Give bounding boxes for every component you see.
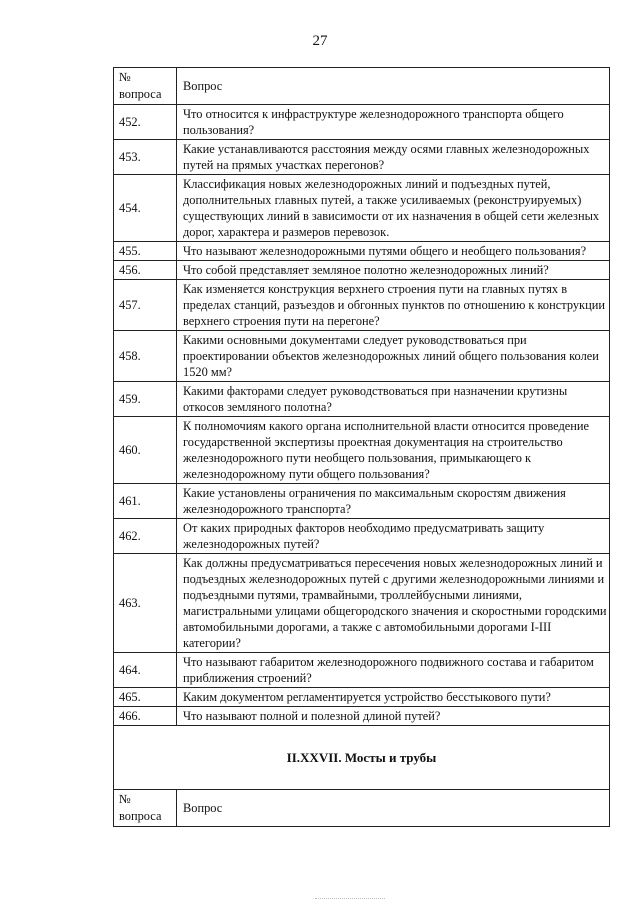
question-text: Что называют полной и полезной длиной путей?: [177, 707, 610, 726]
question-number: 465.: [114, 688, 177, 707]
table-row: [114, 280, 610, 331]
question-text: Что собой представляет земляное полотно железнодорожных линий?: [177, 261, 610, 280]
table-row: [114, 140, 610, 175]
table-row: [114, 331, 610, 382]
questions-table: [113, 67, 610, 827]
question-number: 463.: [114, 554, 177, 653]
question-text: От каких природных факторов необходимо предусматривать защиту железнодорожных путей?: [177, 519, 610, 554]
table-header-row: [114, 68, 610, 105]
question-number: 462.: [114, 519, 177, 554]
header-number-symbol: №: [119, 70, 131, 84]
section-title: II.XXVII. Мосты и трубы: [114, 726, 610, 790]
page-number: 27: [312, 33, 328, 49]
header2-question-cell: Вопрос: [177, 790, 610, 827]
question-number: 466.: [114, 707, 177, 726]
question-text: Какие устанавливаются расстояния между осями главных железнодорожных путей на прямых участках перегонов?: [177, 140, 610, 175]
header-question-cell: Вопрос: [177, 68, 610, 105]
question-text: Что называют габаритом железнодорожного подвижного состава и габаритом приближения строений?: [177, 653, 610, 688]
question-number: 452.: [114, 105, 177, 140]
table-row: [114, 653, 610, 688]
question-number: 455.: [114, 242, 177, 261]
question-text: Что относится к инфраструктуре железнодорожного транспорта общего пользования?: [177, 105, 610, 140]
header2-number-label: вопроса: [119, 809, 162, 823]
question-number: 457.: [114, 280, 177, 331]
question-text: Как изменяется конструкция верхнего строения пути на главных путях в пределах станций, разъездов и обгонных пунктов по отношению к конструкции верхнего строения пути на перегоне?: [177, 280, 610, 331]
table-row: [114, 105, 610, 140]
question-number: 460.: [114, 417, 177, 484]
question-number: 458.: [114, 331, 177, 382]
header-number-cell: [114, 68, 177, 105]
question-text: Классификация новых железнодорожных линий и подъездных путей, дополнительных главных путей, а также усиливаемых (реконструируемых) существующих линий в зависимости от их назначения в общей сети железных дорог, характера и размеров перевозок.: [177, 175, 610, 242]
question-text: Какие установлены ограничения по максимальным скоростям движения железнодорожного транспорта?: [177, 484, 610, 519]
scan-artifact: [315, 898, 385, 902]
table-row: [114, 484, 610, 519]
question-number: 453.: [114, 140, 177, 175]
table-row: [114, 242, 610, 261]
table-row: [114, 519, 610, 554]
header2-number-symbol: №: [119, 792, 131, 806]
header-number-label: вопроса: [119, 87, 162, 101]
question-text: Как должны предусматриваться пересечения новых железнодорожных линий и подъездных железнодорожных путей с другими железнодорожными линиями и подъездными путями, трамвайными, троллейбусными линиями, магистральными улицами общегородского значения и скоростными городскими автомобильными дорогами, а также с автомобильными дорогами I-III категории?: [177, 554, 610, 653]
table-row: [114, 554, 610, 653]
question-text: Каким документом регламентируется устройство бесстыкового пути?: [177, 688, 610, 707]
question-text: Что называют железнодорожными путями общего и необщего пользования?: [177, 242, 610, 261]
header2-number-cell: [114, 790, 177, 827]
question-number: 464.: [114, 653, 177, 688]
table-row: [114, 175, 610, 242]
question-number: 459.: [114, 382, 177, 417]
question-number: 454.: [114, 175, 177, 242]
section-row: [114, 726, 610, 790]
table-row: [114, 261, 610, 280]
table-header-row-2: [114, 790, 610, 827]
question-text: Какими основными документами следует руководствоваться при проектировании объектов железнодорожных линий общего пользования колеи 1520 мм?: [177, 331, 610, 382]
question-text: К полномочиям какого органа исполнительной власти относится проведение государственной экспертизы проектная документация на строительство железнодорожного пути необщего пользования, примыкающего к железнодорожному пути общего пользования?: [177, 417, 610, 484]
table-row: [114, 688, 610, 707]
question-text: Какими факторами следует руководствоваться при назначении крутизны откосов земляного полотна?: [177, 382, 610, 417]
table-row: [114, 707, 610, 726]
question-number: 456.: [114, 261, 177, 280]
table-row: [114, 382, 610, 417]
table-row: [114, 417, 610, 484]
question-number: 461.: [114, 484, 177, 519]
